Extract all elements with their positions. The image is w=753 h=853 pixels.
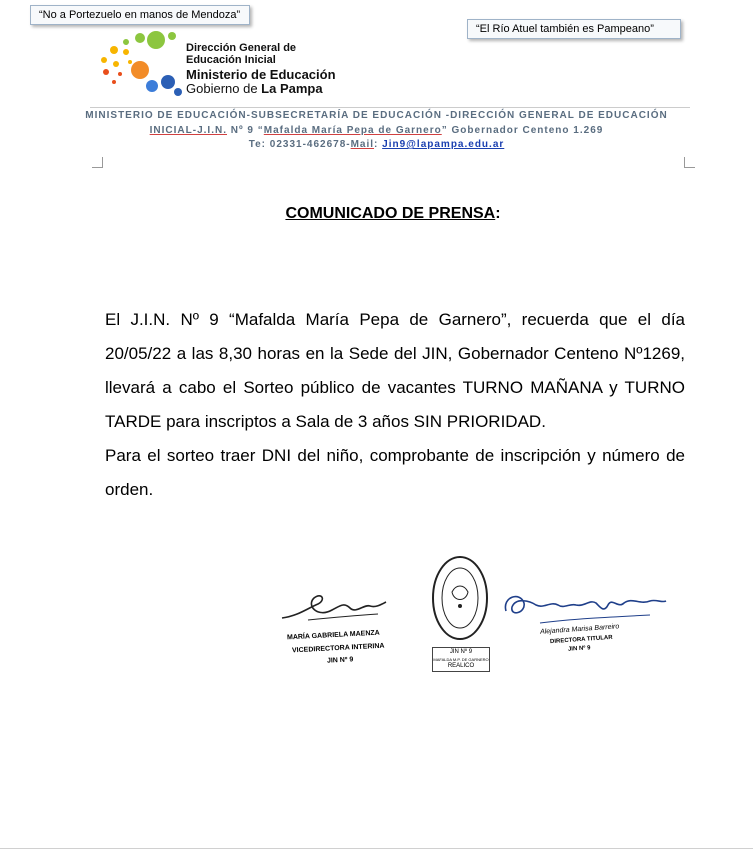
header-line-3 — [0, 139, 753, 150]
page-bottom-line — [0, 848, 753, 849]
header-number: Nº 9 “ — [227, 125, 264, 136]
header-mail-label: Mail — [350, 139, 375, 150]
signature-right-icon — [500, 585, 670, 630]
margin-corner-right — [684, 157, 695, 168]
paragraph-1: El J.I.N. Nº 9 “Mafalda María Pepa de Garnero”, recuerda que el día 20/05/22 a las 8,30 horas en la Sede del JIN, Gobernador Centeno Nº1269, llevará a cabo el Sorteo público de vacantes TURNO MAÑANA y TURNO TARDE para inscriptos a Sala de 3 años SIN PRIORIDAD. — [105, 310, 685, 431]
stamp-box — [432, 647, 490, 672]
logo-line-1: Dirección General de — [186, 42, 297, 54]
signature-left-role: VICEDIRECTORA INTERINA — [291, 642, 385, 655]
logo-line-4-bold: La Pampa — [261, 81, 323, 96]
document-body — [105, 303, 685, 507]
slogan-box-right — [467, 19, 681, 39]
header-phone: Te: 02331-462678- — [248, 139, 351, 150]
header-email-link[interactable]: Jin9@lapampa.edu.ar — [382, 139, 505, 150]
title-text: COMUNICADO DE PRENSA — [285, 205, 496, 222]
header-mail-sep: : — [374, 139, 383, 150]
slogan-box-left — [30, 5, 250, 25]
logo-line-3: Ministerio de Educación — [186, 67, 336, 82]
header-inicial-jin: INICIAL-J.I.N. — [149, 125, 227, 136]
document-title — [0, 205, 753, 223]
logo-line-4 — [186, 81, 323, 96]
stamp-line-3: REALICO — [447, 663, 475, 669]
slogan-left-text: “No a Portezuelo en manos de Mendoza” — [39, 9, 241, 21]
signature-left-unit: JIN Nº 9 — [326, 656, 354, 665]
ministry-logo — [96, 30, 396, 100]
slogan-right-text: “El Río Atuel también es Pampeano” — [476, 23, 654, 35]
header-divider — [90, 107, 690, 108]
signature-left-name: MARÍA GABRIELA MAENZA — [286, 629, 380, 642]
signature-right-name: Alejandra Marisa Barreiro — [539, 623, 620, 636]
header-line-2 — [0, 125, 753, 136]
header-address: ” Gobernador Centeno 1.269 — [441, 125, 604, 136]
paragraph-2: Para el sorteo traer DNI del niño, comprobante de inscripción y número de orden. — [105, 446, 685, 499]
logo-line-2: Educación Inicial — [186, 54, 276, 66]
logo-line-4-prefix: Gobierno de — [186, 81, 262, 96]
margin-corner-left — [92, 157, 103, 168]
official-seal-icon — [430, 554, 490, 644]
logo-dots-icon — [96, 30, 186, 100]
header-school-name: Mafalda María Pepa de Garnero — [263, 125, 442, 136]
signature-left-icon — [278, 588, 388, 628]
title-suffix: : — [495, 205, 501, 222]
signature-right-role: DIRECTORA TITULAR — [549, 634, 613, 646]
header-line-1: MINISTERIO DE EDUCACIÓN-SUBSECRETARÍA DE EDUCACIÓN -DIRECCIÓN GENERAL DE EDUCACIÓN — [85, 110, 668, 121]
stamp-line-2: MAFALDA M.P. DE GARNERO — [433, 657, 489, 662]
stamp-line-1: JIN Nº 9 — [449, 649, 473, 655]
signature-right-unit: JIN Nº 9 — [567, 645, 591, 653]
